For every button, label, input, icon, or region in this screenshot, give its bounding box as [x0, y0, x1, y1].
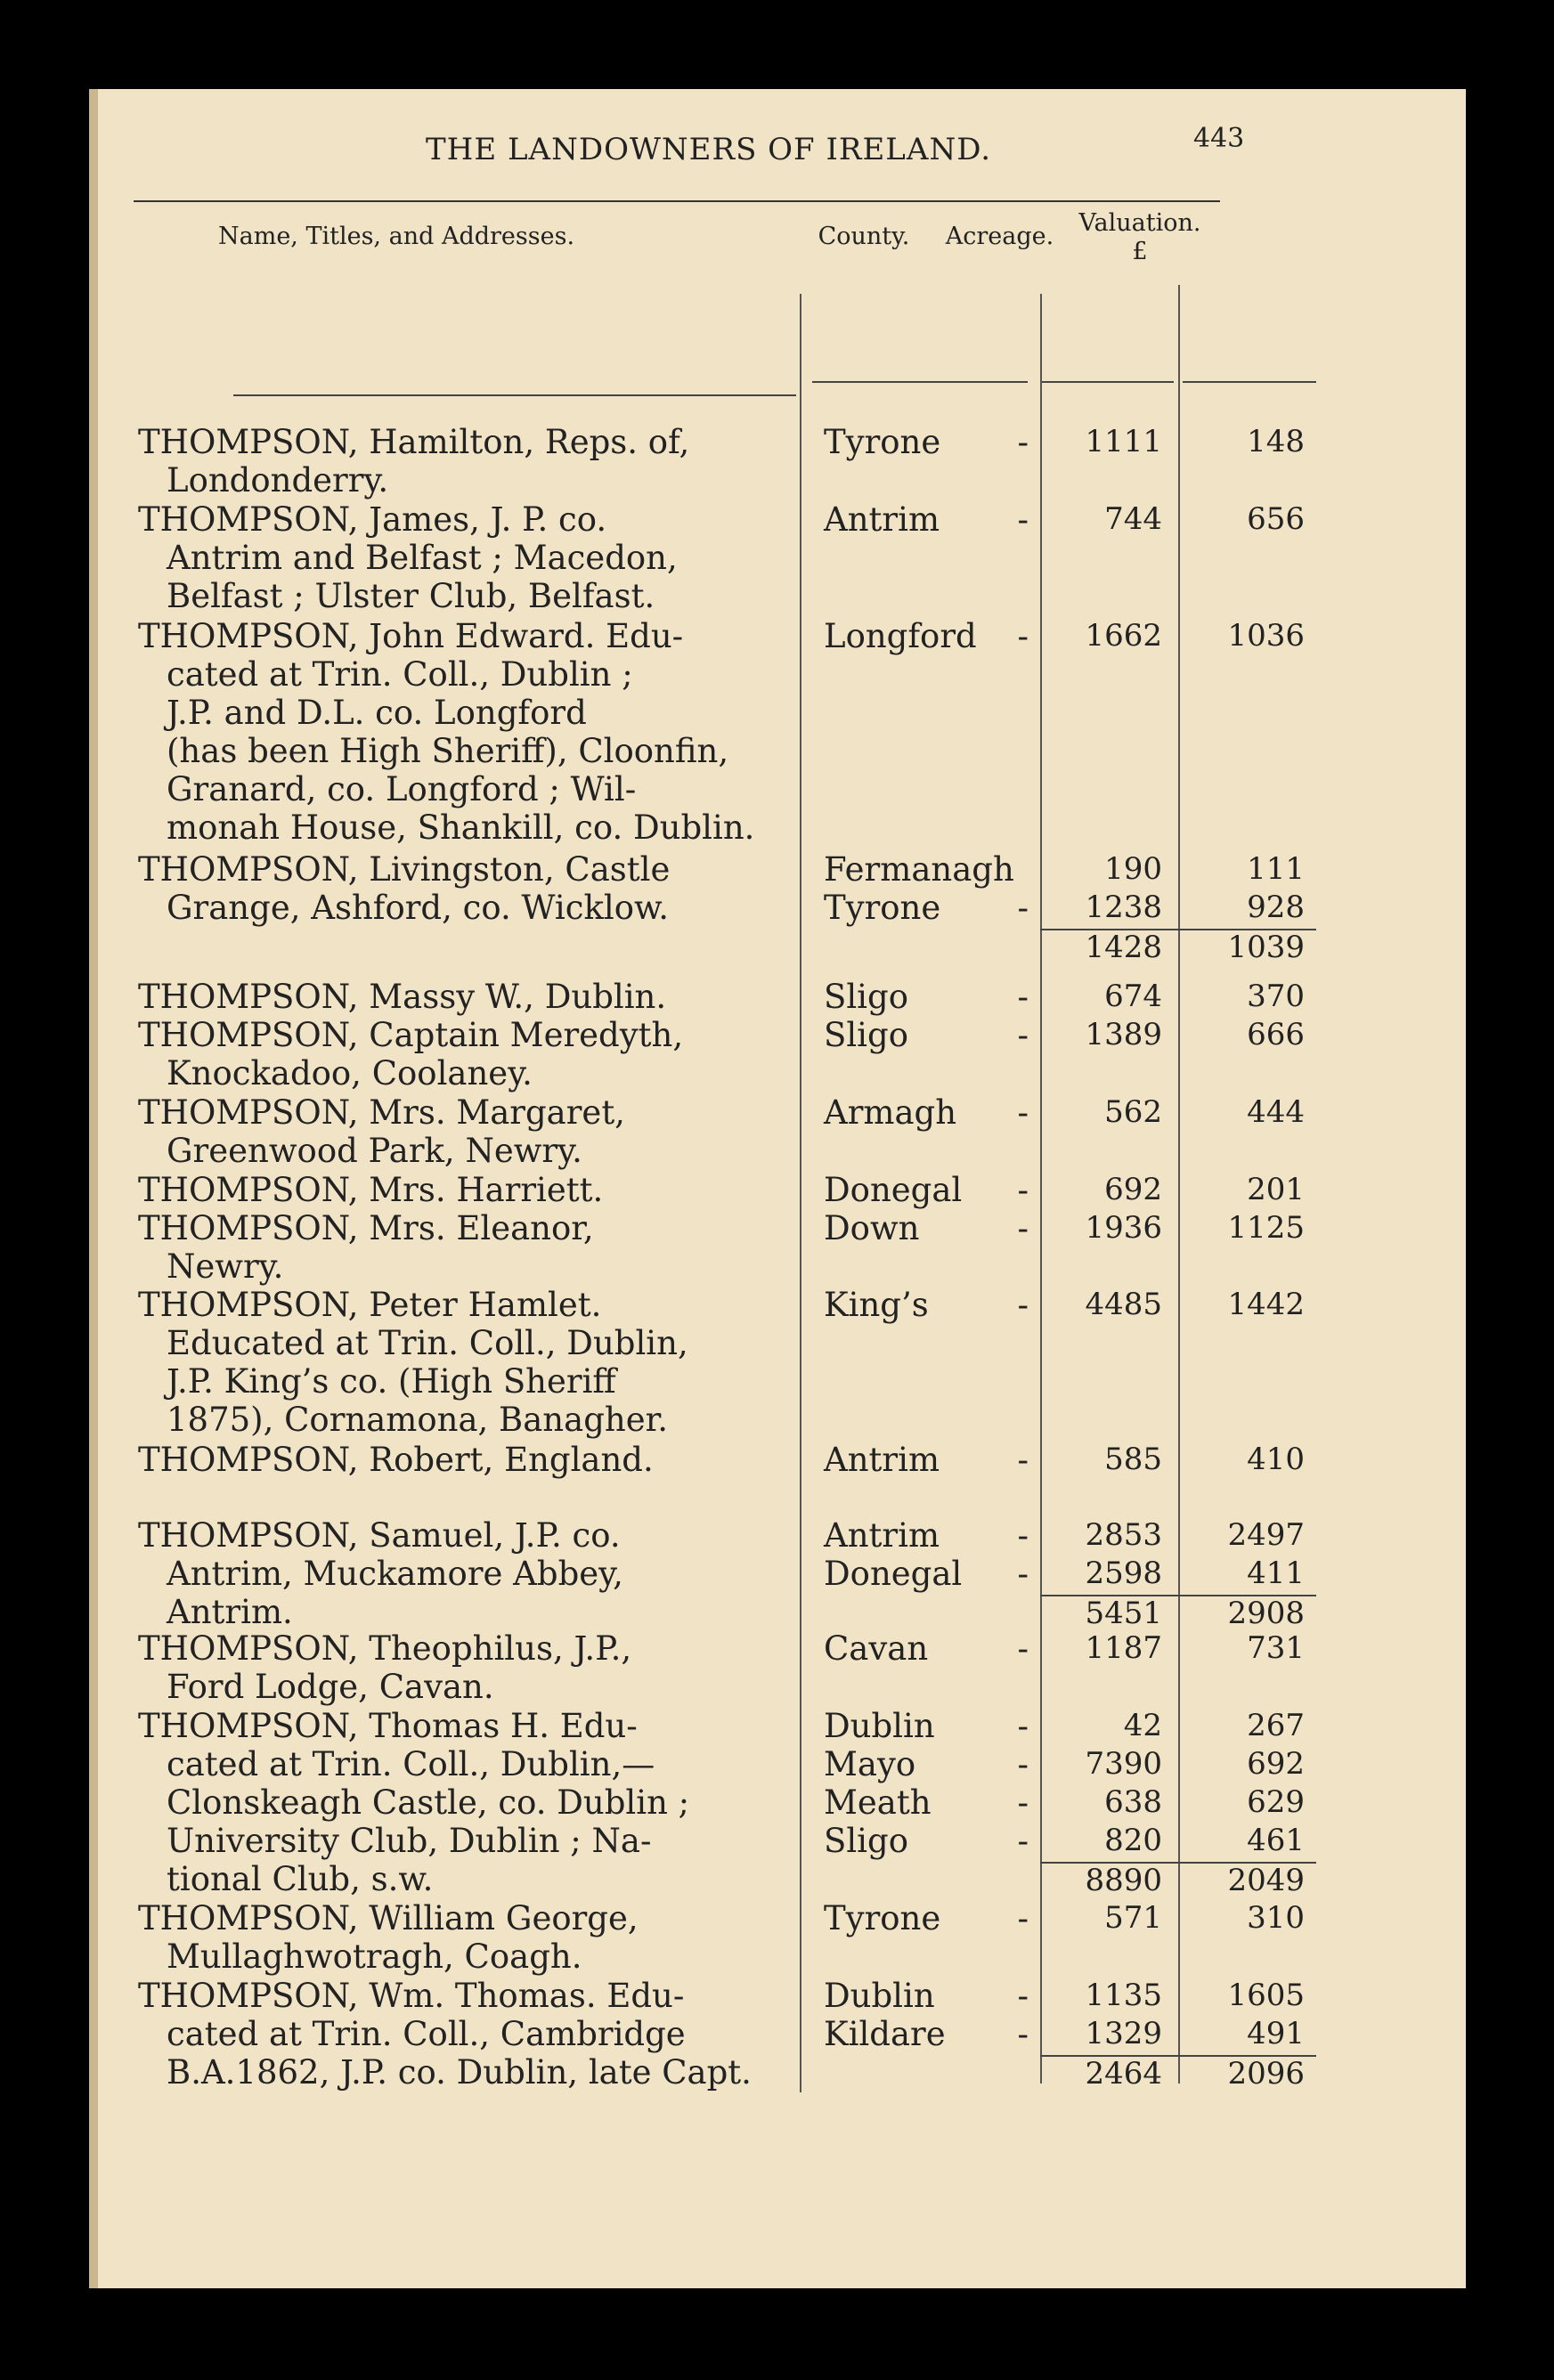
total-acreage: 2464 — [1085, 2056, 1162, 2092]
landowner-address-line: Grange, Ashford, co. Wicklow. — [167, 889, 670, 927]
valuation-value: 731 — [1247, 1630, 1305, 1666]
valuation-value: 666 — [1247, 1017, 1305, 1052]
total-valuation: 1039 — [1227, 930, 1305, 965]
county-name: Dublin — [824, 1707, 935, 1745]
landowner-name-address — [138, 978, 793, 1016]
landowner-address-line: Newry. — [167, 1247, 284, 1286]
landowner-name-address — [138, 1629, 793, 1706]
header-underline-acreage — [1040, 381, 1174, 383]
county-name: Cavan — [824, 1629, 929, 1668]
leader-dash: - — [1017, 1209, 1029, 1247]
landowner-name-line: THOMPSON, William George, — [138, 1899, 639, 1937]
landowner-name-address — [138, 1093, 793, 1170]
county-name: Sligo — [824, 1016, 908, 1054]
acreage-value: 1329 — [1085, 2016, 1162, 2051]
leader-dash: - — [1017, 1286, 1029, 1324]
landowner-name-address — [138, 1171, 793, 1209]
county-name: Tyrone — [824, 889, 941, 927]
valuation-value: 692 — [1247, 1746, 1305, 1782]
valuation-value: 411 — [1247, 1556, 1305, 1591]
acreage-value: 674 — [1104, 979, 1162, 1014]
county-name: Sligo — [824, 978, 908, 1016]
leader-dash: - — [1017, 1171, 1029, 1209]
acreage-value: 1187 — [1085, 1630, 1162, 1666]
landowner-address-line: University Club, Dublin ; Na- — [167, 1822, 652, 1860]
landowner-address-line: Antrim, Muckamore Abbey, — [167, 1555, 623, 1593]
leader-dash: - — [1017, 1016, 1029, 1054]
leader-dash: - — [1017, 1555, 1029, 1593]
acreage-value: 4485 — [1085, 1287, 1162, 1322]
acreage-value: 1135 — [1085, 1978, 1162, 2013]
county-name: Tyrone — [824, 423, 941, 461]
leader-dash: - — [1017, 1783, 1029, 1822]
valuation-value: 148 — [1247, 424, 1305, 459]
leader-dash: - — [1017, 1093, 1029, 1132]
valuation-value: 310 — [1247, 1900, 1305, 1936]
landowner-address-line: cated at Trin. Coll., Dublin,— — [167, 1745, 655, 1783]
landowner-name-line: THOMPSON, Samuel, J.P. co. — [138, 1516, 621, 1555]
landowner-address-line: Mullaghwotragh, Coagh. — [167, 1937, 582, 1976]
column-header-name: Name, Titles, and Addresses. — [218, 223, 575, 250]
total-valuation: 2096 — [1227, 2056, 1305, 2092]
county-name: Donegal — [824, 1171, 963, 1209]
landowner-name-address — [138, 1707, 793, 1898]
acreage-value: 638 — [1104, 1784, 1162, 1820]
landowner-name-line: THOMPSON, Captain Meredyth, — [138, 1016, 684, 1054]
valuation-value: 1442 — [1227, 1287, 1305, 1322]
leader-dash: - — [1017, 423, 1029, 461]
valuation-value: 267 — [1247, 1708, 1305, 1743]
landowner-name-address — [138, 423, 793, 500]
landowner-name-line: THOMPSON, Peter Hamlet. — [138, 1286, 602, 1324]
county-name: Sligo — [824, 1822, 908, 1860]
landowner-address-line: Clonskeagh Castle, co. Dublin ; — [167, 1783, 690, 1822]
leader-dash: - — [1017, 1822, 1029, 1860]
landowner-name-line: THOMPSON, Theophilus, J.P., — [138, 1629, 632, 1668]
total-acreage: 5451 — [1085, 1596, 1162, 1631]
landowner-address-line: 1875), Cornamona, Banagher. — [167, 1401, 668, 1439]
landowner-address-line: B.A.1862, J.P. co. Dublin, late Capt. — [167, 2053, 752, 2092]
leader-dash: - — [1017, 1899, 1029, 1937]
column-divider-name — [800, 294, 801, 2092]
landowner-address-line: Knockadoo, Coolaney. — [167, 1054, 533, 1093]
column-header-county: County. — [818, 223, 910, 250]
county-name: Down — [824, 1209, 920, 1247]
valuation-value: 410 — [1247, 1442, 1305, 1477]
acreage-value: 2598 — [1085, 1556, 1162, 1591]
valuation-value: 656 — [1247, 501, 1305, 537]
leader-dash: - — [1017, 1441, 1029, 1479]
total-acreage: 8890 — [1085, 1863, 1162, 1898]
acreage-value: 562 — [1104, 1094, 1162, 1130]
leader-dash: - — [1017, 2015, 1029, 2053]
header-underline-county — [812, 381, 1028, 383]
landowner-address-line: Belfast ; Ulster Club, Belfast. — [167, 577, 655, 615]
landowner-address-line: cated at Trin. Coll., Dublin ; — [167, 655, 633, 694]
landowner-name-line: THOMPSON, Thomas H. Edu- — [138, 1707, 638, 1745]
valuation-value: 444 — [1247, 1094, 1305, 1130]
acreage-value: 692 — [1104, 1172, 1162, 1207]
leader-dash: - — [1017, 1707, 1029, 1745]
landowner-address-line: Ford Lodge, Cavan. — [167, 1668, 494, 1706]
county-name: Longford — [824, 617, 977, 655]
valuation-currency: £ — [1132, 238, 1148, 265]
leader-dash: - — [1017, 889, 1029, 927]
landowner-address-line: J.P. and D.L. co. Longford — [167, 694, 587, 732]
landowner-name-address — [138, 1441, 793, 1479]
acreage-value: 7390 — [1085, 1746, 1162, 1782]
valuation-value: 461 — [1247, 1823, 1305, 1858]
landowner-address-line: Granard, co. Longford ; Wil- — [167, 770, 637, 808]
valuation-value: 1036 — [1227, 618, 1305, 654]
valuation-value: 201 — [1247, 1172, 1305, 1207]
valuation-value: 928 — [1247, 889, 1305, 925]
valuation-value: 2497 — [1227, 1517, 1305, 1553]
header-rule — [134, 200, 1220, 202]
landowner-address-line: Educated at Trin. Coll., Dublin, — [167, 1324, 688, 1362]
landowner-address-line: monah House, Shankill, co. Dublin. — [167, 808, 755, 847]
county-name: Antrim — [824, 1516, 940, 1555]
leader-dash: - — [1017, 617, 1029, 655]
acreage-value: 190 — [1104, 851, 1162, 887]
county-name: Armagh — [824, 1093, 957, 1132]
acreage-value: 1662 — [1085, 618, 1162, 654]
leader-dash: - — [1017, 978, 1029, 1016]
leader-dash: - — [1017, 1745, 1029, 1783]
acreage-value: 1936 — [1085, 1210, 1162, 1246]
running-title: THE LANDOWNERS OF IRELAND. — [426, 132, 992, 167]
landowner-name-line: THOMPSON, Wm. Thomas. Edu- — [138, 1977, 685, 2015]
acreage-value: 1389 — [1085, 1017, 1162, 1052]
county-name: Fermanagh — [824, 850, 1014, 889]
landowner-name-address — [138, 850, 793, 927]
valuation-value: 1125 — [1227, 1210, 1305, 1246]
landowner-name-address — [138, 1977, 793, 2092]
landowner-name-address — [138, 1286, 793, 1439]
leader-dash: - — [1017, 1516, 1029, 1555]
total-acreage: 1428 — [1085, 930, 1162, 965]
landowner-name-line: THOMPSON, John Edward. Edu- — [138, 617, 684, 655]
leader-dash: - — [1017, 1977, 1029, 2015]
landowner-name-address — [138, 1016, 793, 1093]
landowner-address-line: J.P. King’s co. (High Sheriff — [167, 1362, 616, 1401]
landowner-address-line: (has been High Sheriff), Cloonfin, — [167, 732, 729, 770]
acreage-value: 42 — [1123, 1708, 1162, 1743]
valuation-value: 111 — [1247, 851, 1305, 887]
valuation-label: Valuation. — [1078, 209, 1201, 237]
landowner-name-line: THOMPSON, James, J. P. co. — [138, 500, 607, 539]
county-name: Mayo — [824, 1745, 916, 1783]
valuation-value: 1605 — [1227, 1978, 1305, 2013]
landowner-address-line: Antrim and Belfast ; Macedon, — [167, 539, 678, 577]
acreage-value: 1111 — [1085, 424, 1162, 459]
total-valuation: 2908 — [1227, 1596, 1305, 1631]
landowner-name-line: THOMPSON, Hamilton, Reps. of, — [138, 423, 690, 461]
landowner-name-line: THOMPSON, Mrs. Eleanor, — [138, 1209, 594, 1247]
acreage-value: 820 — [1104, 1823, 1162, 1858]
landowner-name-line: THOMPSON, Mrs. Margaret, — [138, 1093, 625, 1132]
county-name: King’s — [824, 1286, 929, 1324]
county-name: Kildare — [824, 2015, 946, 2053]
landowner-name-address — [138, 617, 793, 847]
column-header-acreage: Acreage. — [945, 223, 1054, 250]
leader-dash: - — [1017, 500, 1029, 539]
leader-dash: - — [1017, 1629, 1029, 1668]
header-underline-valuation — [1183, 381, 1316, 383]
county-name: Dublin — [824, 1977, 935, 2015]
acreage-value: 1238 — [1085, 889, 1162, 925]
county-name: Meath — [824, 1783, 932, 1822]
landowner-name-address — [138, 500, 793, 615]
landowner-name-address — [138, 1899, 793, 1976]
landowner-address-line: Antrim. — [167, 1593, 293, 1631]
valuation-value: 629 — [1247, 1784, 1305, 1820]
total-valuation: 2049 — [1227, 1863, 1305, 1898]
landowner-name-line: THOMPSON, Livingston, Castle — [138, 850, 671, 889]
county-name: Tyrone — [824, 1899, 941, 1937]
landowner-address-line: Greenwood Park, Newry. — [167, 1132, 582, 1170]
landowner-name-address — [138, 1209, 793, 1286]
page-gutter — [89, 89, 98, 2288]
landowner-address-line: Londonderry. — [167, 461, 389, 500]
landowner-name-line: THOMPSON, Mrs. Harriett. — [138, 1171, 604, 1209]
page-number: 443 — [1193, 123, 1245, 154]
landowner-name-line: THOMPSON, Massy W., Dublin. — [138, 978, 667, 1016]
column-header-valuation — [1064, 209, 1216, 266]
valuation-value: 491 — [1247, 2016, 1305, 2051]
county-name: Antrim — [824, 500, 940, 539]
landowner-address-line: cated at Trin. Coll., Cambridge — [167, 2015, 686, 2053]
landowner-name-line: THOMPSON, Robert, England. — [138, 1441, 654, 1479]
header-underline-name — [233, 394, 796, 396]
county-name: Donegal — [824, 1555, 963, 1593]
acreage-value: 585 — [1104, 1442, 1162, 1477]
acreage-value: 2853 — [1085, 1517, 1162, 1553]
landowner-name-address — [138, 1516, 793, 1631]
valuation-value: 370 — [1247, 979, 1305, 1014]
acreage-value: 744 — [1104, 501, 1162, 537]
county-name: Antrim — [824, 1441, 940, 1479]
acreage-value: 571 — [1104, 1900, 1162, 1936]
landowner-address-line: tional Club, s.w. — [167, 1860, 434, 1898]
